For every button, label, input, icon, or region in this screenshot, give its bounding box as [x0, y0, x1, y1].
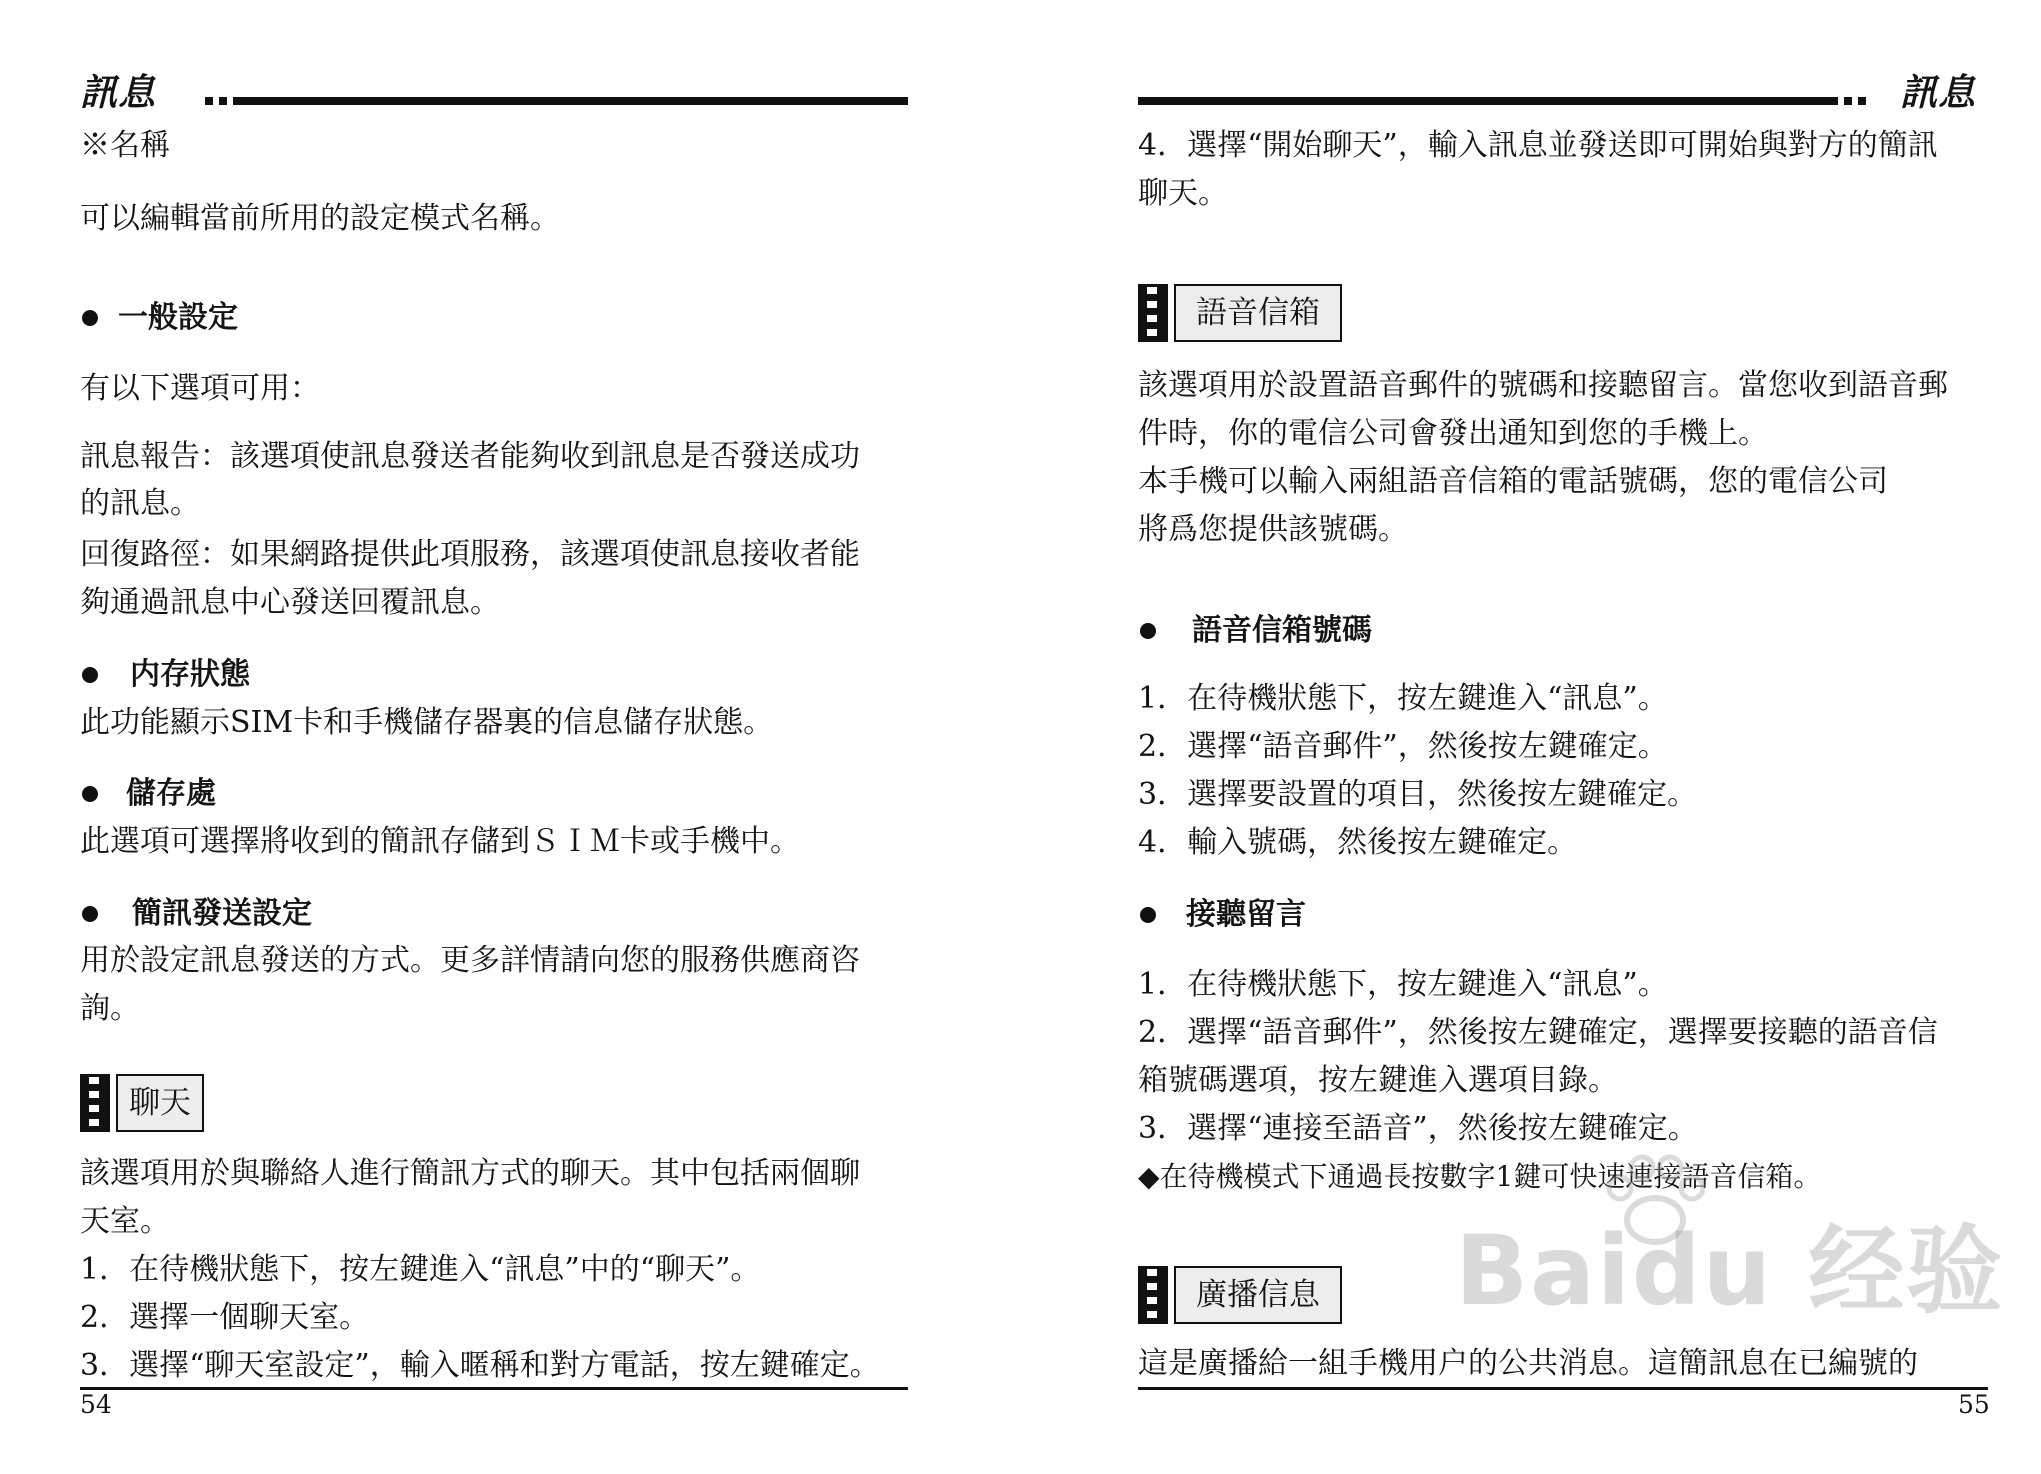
step: 2．選擇一個聊天室。	[80, 1300, 370, 1335]
paragraph: 有以下選項可用：	[80, 371, 320, 406]
footer-rule-right	[1138, 1387, 1988, 1390]
header-rule-left	[233, 97, 908, 105]
bullet-dot	[82, 786, 98, 802]
paragraph: 夠通過訊息中心發送回覆訊息。	[80, 585, 500, 620]
page-number-right: 55	[1958, 1390, 1990, 1419]
paragraph: 此功能顯示SIM卡和手機儲存器裏的信息儲存狀態。	[80, 705, 774, 740]
paragraph: 本手機可以輸入兩組語音信箱的電話號碼，您的電信公司	[1138, 464, 1888, 499]
paragraph: 將爲您提供該號碼。	[1138, 512, 1408, 547]
film-strip-icon	[1138, 1266, 1168, 1324]
paragraph: 此選項可選擇將收到的簡訊存儲到ＳＩＭ卡或手機中。	[80, 824, 800, 859]
left-page	[0, 0, 1020, 1474]
step: 2．選擇“語音郵件”，然後按左鍵確定。	[1138, 729, 1668, 764]
bullet-dot	[1140, 623, 1156, 639]
step: 1．在待機狀態下，按左鍵進入“訊息”。	[1138, 681, 1668, 716]
section-heading-broadcast	[1138, 1266, 1374, 1324]
footer-rule-left	[80, 1387, 908, 1390]
bullet-general-settings: 一般設定	[118, 300, 238, 335]
step: 3．選擇“聊天室設定”，輸入暱稱和對方電話，按左鍵確定。	[80, 1348, 880, 1383]
bullet-dot	[82, 310, 98, 326]
bullet-memory-status: 内存狀態	[130, 657, 250, 692]
step: 4．輸入號碼，然後按左鍵確定。	[1138, 825, 1578, 860]
subheading-name: ※名稱	[80, 128, 170, 163]
baidu-watermark: Baidu 经验	[1455, 1215, 2005, 1327]
film-strip-icon	[80, 1074, 110, 1132]
header-title-right: 訊息	[1900, 71, 1976, 114]
paragraph: 該選項用於設置語音郵件的號碼和接聽留言。當您收到語音郵	[1138, 368, 1948, 403]
step: 3．選擇要設置的項目，然後按左鍵確定。	[1138, 777, 1698, 812]
section-title: 廣播信息	[1174, 1266, 1342, 1324]
section-title: 語音信箱	[1174, 284, 1342, 342]
section-heading-voicemail	[1138, 284, 1374, 342]
step: 4．選擇“開始聊天”，輸入訊息並發送即可開始與對方的簡訊	[1138, 128, 1938, 163]
page-number-left: 54	[80, 1390, 112, 1419]
header-rule-right	[1138, 97, 1838, 105]
header-title-left: 訊息	[80, 71, 156, 114]
paragraph: 訊息報告：該選項使訊息發送者能夠收到訊息是否發送成功	[80, 439, 860, 474]
paragraph: 件時，你的電信公司會發出通知到您的手機上。	[1138, 416, 1768, 451]
tip-note: ◆在待機模式下通過長按數字1鍵可快速連接語音信箱。	[1138, 1160, 1822, 1193]
film-strip-icon	[1138, 284, 1168, 342]
paragraph: 可以編輯當前所用的設定模式名稱。	[80, 201, 560, 236]
bullet-dot	[1140, 907, 1156, 923]
bullet-listen-message: 接聽留言	[1186, 897, 1306, 932]
bullet-voicemail-number: 語音信箱號碼	[1192, 613, 1372, 648]
paragraph: 天室。	[80, 1204, 170, 1239]
header-dot	[219, 97, 227, 105]
paragraph: 回復路徑：如果網路提供此項服務，該選項使訊息接收者能	[80, 537, 860, 572]
bullet-dot	[82, 667, 98, 683]
header-dot	[1858, 97, 1866, 105]
bullet-sms-settings: 簡訊發送設定	[132, 896, 312, 931]
header-dot	[1844, 97, 1852, 105]
paragraph: 用於設定訊息發送的方式。更多詳情請向您的服務供應商咨	[80, 943, 860, 978]
step: 2．選擇“語音郵件”，然後按左鍵確定，選擇要接聽的語音信	[1138, 1015, 1938, 1050]
paragraph: 的訊息。	[80, 486, 200, 521]
bullet-dot	[82, 906, 98, 922]
paragraph: 該選項用於與聯絡人進行簡訊方式的聊天。其中包括兩個聊	[80, 1156, 860, 1191]
paragraph: 詢。	[80, 991, 140, 1026]
step: 1．在待機狀態下，按左鍵進入“訊息”中的“聊天”。	[80, 1252, 761, 1287]
step: 1．在待機狀態下，按左鍵進入“訊息”。	[1138, 967, 1668, 1002]
section-heading-chat	[80, 1074, 215, 1132]
paragraph: 這是廣播給一組手機用户的公共消息。這簡訊息在已編號的	[1138, 1346, 1918, 1381]
section-title: 聊天	[116, 1074, 204, 1132]
header-dot	[205, 97, 213, 105]
step: 箱號碼選項，按左鍵進入選項目錄。	[1138, 1063, 1618, 1098]
step: 聊天。	[1138, 176, 1228, 211]
bullet-storage: 儲存處	[126, 776, 216, 811]
step: 3．選擇“連接至語音”，然後按左鍵確定。	[1138, 1111, 1698, 1146]
